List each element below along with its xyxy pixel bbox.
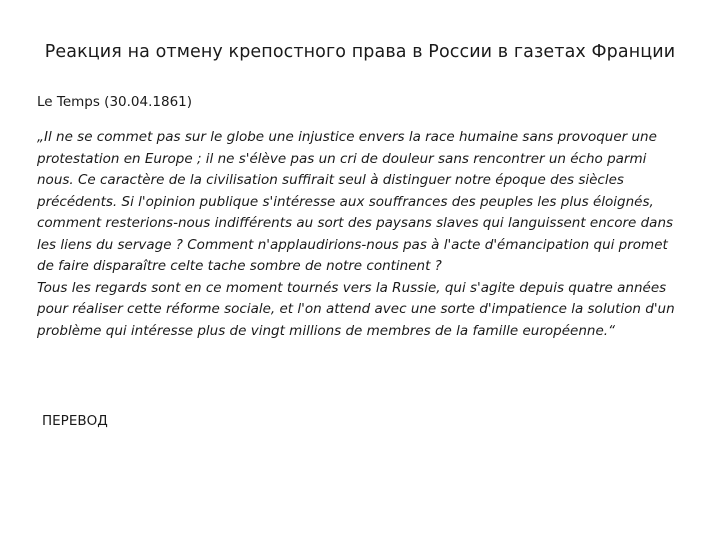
quote-paragraph-1: „Il ne se commet pas sur le globe une injustice envers la race humaine sans provoquer une protestation en Europe ; il ne s'élève pas un cri de douleur sans rencontrer un écho parmi nous. Ce caractère de la civilisation suffirait seul à distinguer notre époque des siècles précédents. Si l'opinion publique s'intéresse aux souffrances des peuples les plus éloignés, comment resterions-nous indifférents au sort des paysans slaves qui languissent encore dans les liens du servage ? Comment n'applaudirions-nous pas à l'acte d'émancipation qui promet de faire disparaître celte tache sombre de notre continent ? [37,129,674,274]
quote-block [37,127,687,342]
newspaper-source: Le Temps (30.04.1861) [37,94,193,110]
slide-title: Реакция на отмену крепостного права в России в газетах Франции [44,42,676,62]
quote-paragraph-2: Tous les regards sont en ce moment tournés vers la Russie, qui s'agite depuis quatre années pour réaliser cette réforme sociale, et l'on attend avec une sorte d'impatience la solution d'un problème qui intéresse plus de vingt millions de membres de la famille européenne.“ [37,279,675,339]
translation-link[interactable]: ПЕРЕВОД [42,413,108,429]
